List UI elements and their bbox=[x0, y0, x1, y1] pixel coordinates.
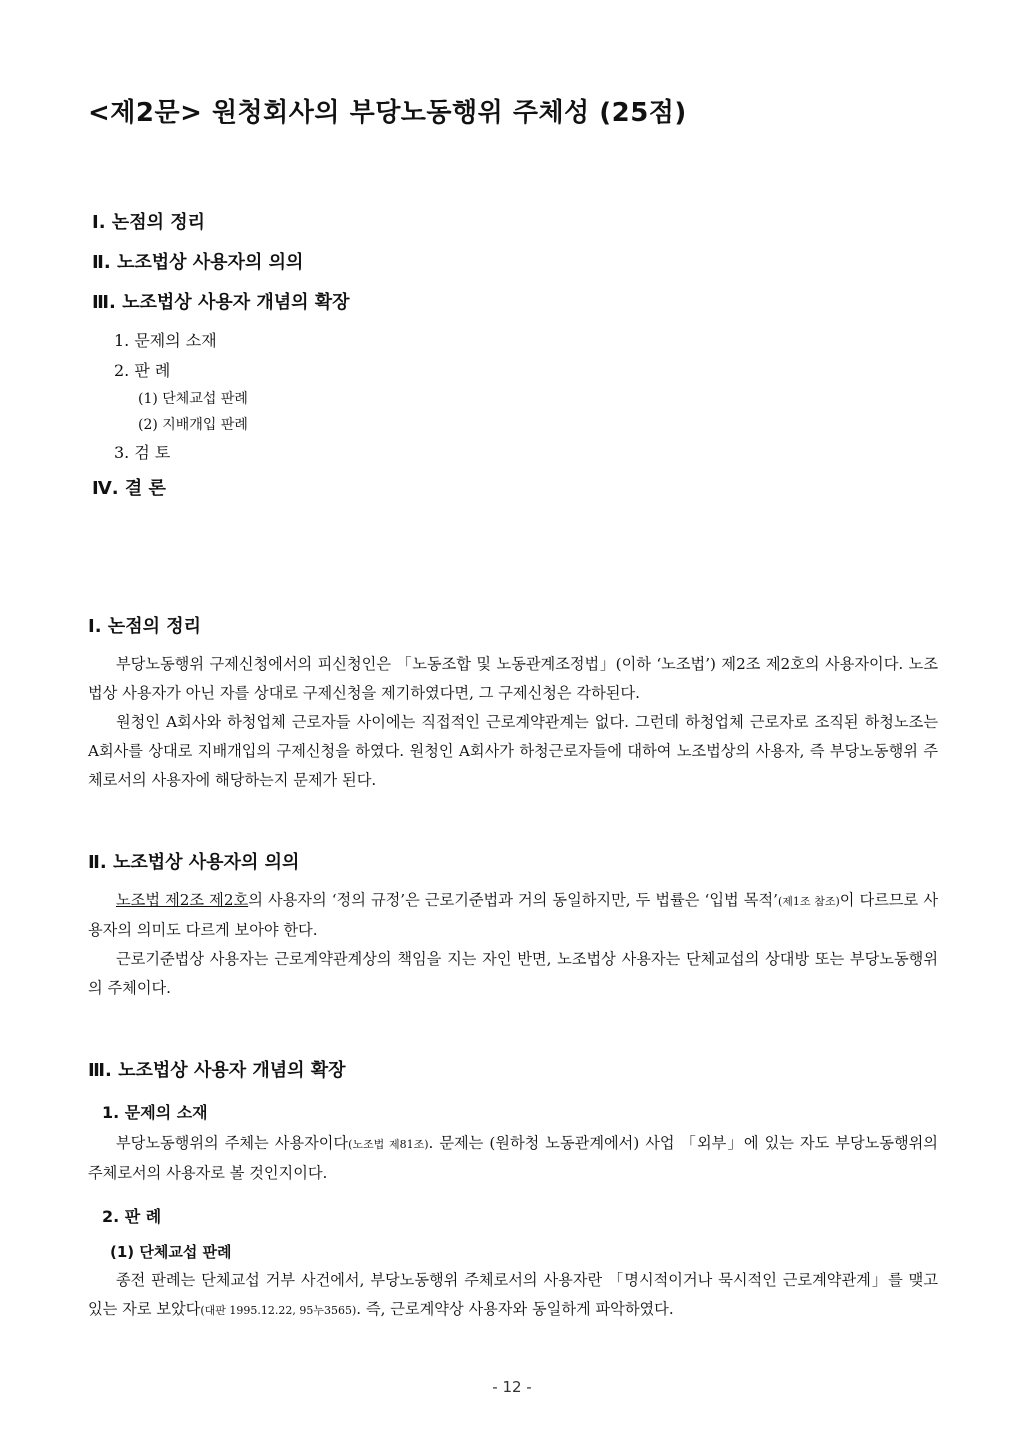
section-3-2-1-paragraph bbox=[88, 1266, 938, 1325]
section-3-2-heading: 2. 판 례 bbox=[102, 1207, 162, 1226]
toc-item-2: Ⅱ. 노조법상 사용자의 의의 bbox=[92, 252, 304, 273]
section-1-paragraph-2: 원청인 A회사와 하청업체 근로자들 사이에는 직접적인 근로계약관계는 없다. 그런데 하청업체 근로자로 조직된 하청노조는 A회사를 상대로 지배개입의 구제신청을 하였다. 원청인 A회사가 하청근로자들에 대하여 노조법상의 사용자, 즉 부당노동행위 주체로서의 사용자에 해당하는지 문제가 된다. bbox=[88, 713, 938, 789]
section-2 bbox=[88, 848, 938, 1003]
section-3-2-1-text-a: 종전 판례는 단체교섭 거부 사건에서, 부당노동행위 주체로서의 사용자란 「명시적이거나 묵시적인 근로계약관계」를 맺고 있는 자로 보았다 bbox=[88, 1271, 938, 1318]
toc-item-1: Ⅰ. 논점의 정리 bbox=[92, 212, 206, 233]
section-2-paragraph-1-tail: 이 다르므로 사용자의 의미도 다르게 보아야 한다. bbox=[88, 891, 938, 939]
section-1-heading: Ⅰ. 논점의 정리 bbox=[88, 616, 202, 637]
toc-item-3-1: 1. 문제의 소재 bbox=[114, 331, 217, 350]
toc-item-3-2-1: (1) 단체교섭 판례 bbox=[138, 391, 248, 407]
section-1-paragraph-1: 부당노동행위 구제신청에서의 피신청인은 「노동조합 및 노동관계조정법」(이하 ‘노조법’) 제2조 제2호의 사용자이다. 노조법상 사용자가 아닌 자를 상대로 구제신청을 제기하였다면, 그 구제신청은 각하된다. bbox=[88, 655, 938, 702]
toc-item-4: Ⅳ. 결 론 bbox=[92, 478, 166, 499]
law-article-reference: (노조법 제81조) bbox=[348, 1138, 429, 1151]
section-3-1-text-a: 부당노동행위의 주체는 사용자이다 bbox=[116, 1134, 349, 1152]
case-citation: (대판 1995.12.22, 95누3565) bbox=[200, 1304, 357, 1317]
section-2-paragraph-1-text: 의 사용자의 ‘정의 규정’은 근로기준법과 거의 동일하지만, 두 법률은 ‘입법 목적’ bbox=[248, 891, 778, 909]
section-2-paragraph-2: 근로기준법상 사용자는 근로계약관계상의 책임을 지는 자인 반면, 노조법상 사용자는 단체교섭의 상대방 또는 부당노동행위의 주체이다. bbox=[88, 950, 938, 997]
toc-item-3-2-2: (2) 지배개입 판례 bbox=[138, 417, 248, 433]
section-3-1-heading: 1. 문제의 소재 bbox=[102, 1103, 208, 1122]
section-3-2-1-heading: (1) 단체교섭 판례 bbox=[110, 1243, 232, 1261]
section-1 bbox=[88, 612, 938, 795]
section-3-1-paragraph bbox=[88, 1129, 938, 1188]
table-of-contents bbox=[92, 206, 952, 512]
toc-item-3-2: 2. 판 례 bbox=[114, 361, 171, 380]
section-2-paragraph-1 bbox=[88, 886, 938, 945]
section-3-heading: Ⅲ. 노조법상 사용자 개념의 확장 bbox=[88, 1060, 346, 1081]
law-reference-underlined: 노조법 제2조 제2호 bbox=[116, 891, 249, 909]
section-3 bbox=[88, 1056, 938, 1325]
page-number: - 12 - bbox=[492, 1378, 532, 1396]
toc-item-3: Ⅲ. 노조법상 사용자 개념의 확장 bbox=[92, 292, 350, 313]
page-title: <제2문> 원청회사의 부당노동행위 주체성 (25점) bbox=[88, 98, 687, 128]
toc-item-3-3: 3. 검 토 bbox=[114, 443, 171, 462]
section-3-1-text-b: . 문제는 (원하청 노동관계에서) 사업 「외부」에 있는 자도 부당노동행위의 주체로서의 사용자로 볼 것인지이다. bbox=[88, 1134, 938, 1182]
section-2-heading: Ⅱ. 노조법상 사용자의 의의 bbox=[88, 852, 300, 873]
article-reference: (제1조 참조) bbox=[777, 895, 840, 908]
section-3-2-1-text-b: . 즉, 근로계약상 사용자와 동일하게 파악하였다. bbox=[356, 1300, 674, 1318]
